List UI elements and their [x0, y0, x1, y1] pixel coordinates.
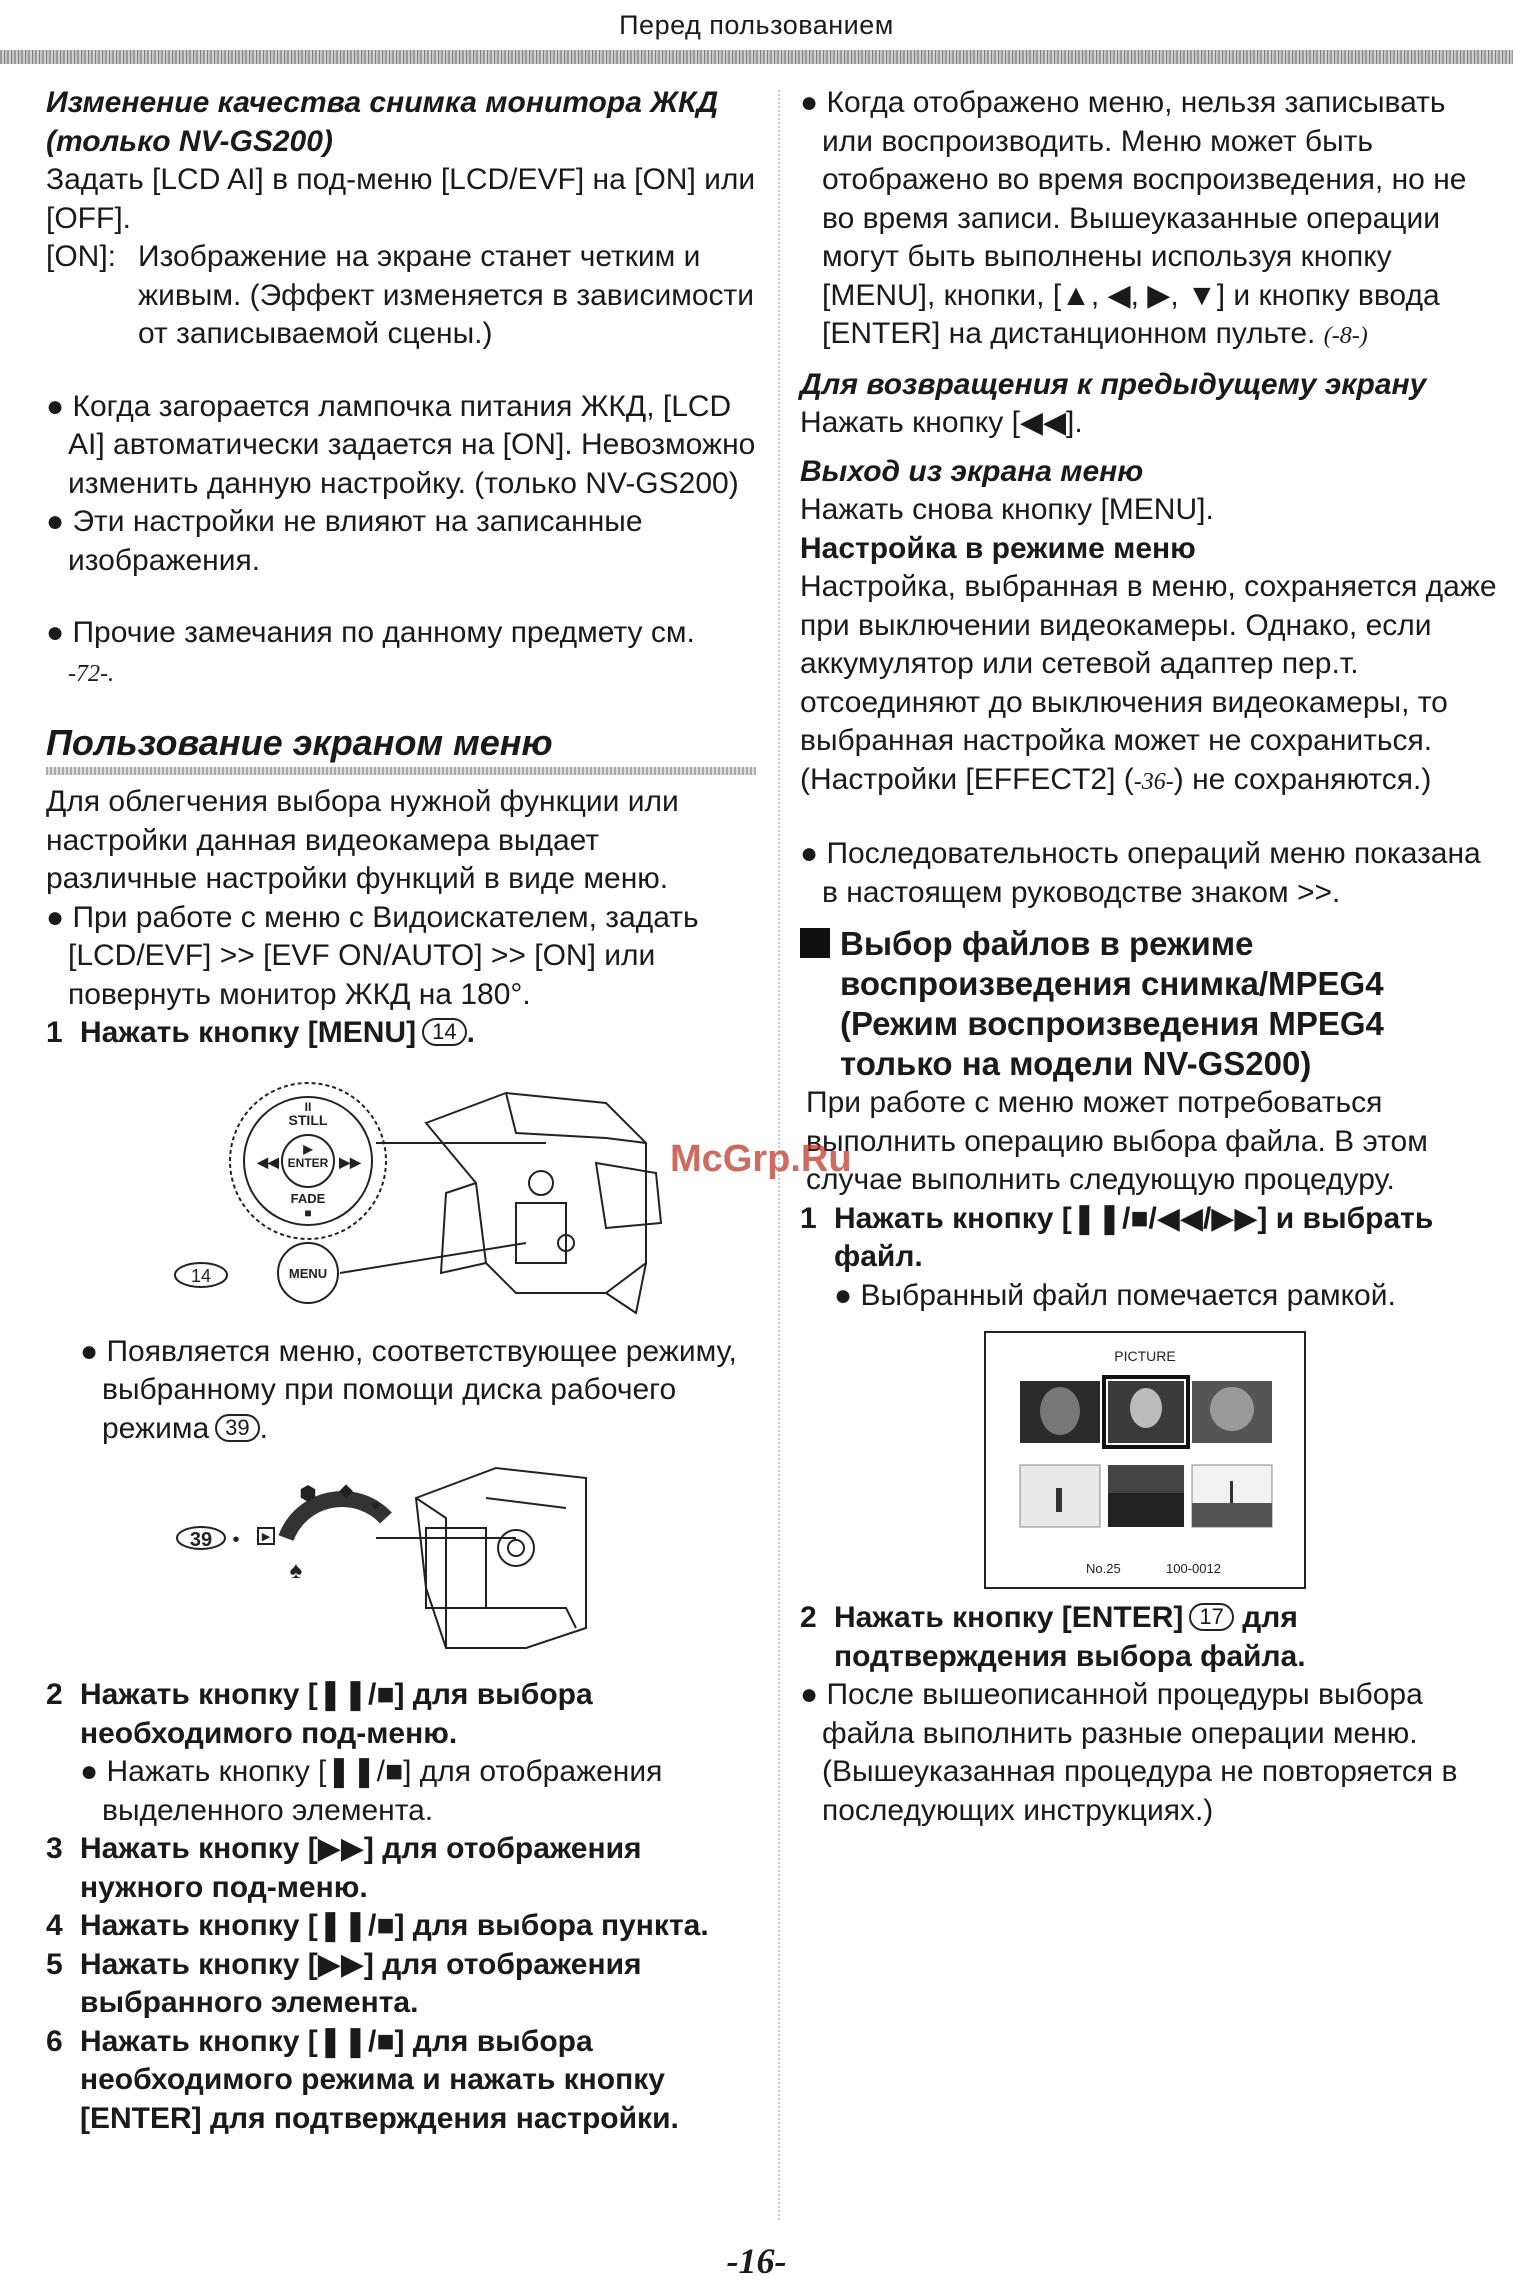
- svg-text:▶: ▶: [303, 1141, 313, 1156]
- fig1-ref: 14: [190, 1265, 212, 1286]
- final-bullet: ● После вышеописанной процедуры выбора файла выполнить разные операции меню. (Вышеуказанная процедура не повторяется в последующих инструкциях.): [800, 1678, 1458, 1827]
- step-2-number: 2: [46, 1678, 63, 1711]
- menu-restriction-bullet: ● Когда отображено меню, нельзя записывать или воспроизводить. Меню может быть отображено во время воспроизведения, но не во время записи. Вышеуказанные операции могут быть выполнены используя кнопку [MENU], кнопки, [▲, ◀, ▶, ▼] и кнопку ввода [ENTER] на дистанционном пульте. (-8-): [800, 86, 1467, 350]
- files-step-2-text: Нажать кнопку [ENTER]: [834, 1601, 1184, 1634]
- menu-button-label: MENU: [288, 1265, 328, 1281]
- lcd-bullet-1: ● Когда загорается лампочка питания ЖКД, [LCD AI] автоматически задается на [ON]. Невозможно изменить данную настройку. (только NV-GS200): [46, 389, 756, 500]
- left-column: [46, 84, 756, 2138]
- thumb-6-ground: [1192, 1503, 1272, 1527]
- step-6-number: 6: [46, 2024, 63, 2058]
- files-step-1: [800, 1200, 1500, 1277]
- step-5-text: Нажать кнопку [▶▶] для отображения выбранного элемента.: [80, 1947, 642, 2019]
- files-step-1-number: 1: [800, 1201, 817, 1235]
- right-column: [800, 84, 1500, 1830]
- steps-list: [46, 1676, 756, 2138]
- screen-file-number: No.25: [1086, 1561, 1121, 1576]
- step-4: [46, 1907, 756, 1946]
- files-step-2-ref: 17: [1189, 1603, 1233, 1631]
- files-step-1-sub-text: Выбранный файл помечается рамкой.: [860, 1278, 1396, 1312]
- step-2-text: Нажать кнопку [❚❚/■] для выбора необходимого под-меню.: [80, 1678, 593, 1750]
- setting-heading: Настройка в режиме меню: [800, 531, 1196, 565]
- page-header-title: Перед пользованием: [619, 10, 894, 40]
- thumb-2-subject: [1130, 1388, 1162, 1428]
- thumb-5-ground: [1108, 1493, 1184, 1527]
- svg-text:⬢: ⬢: [299, 1483, 317, 1505]
- setting-text-part2: ) не сохраняются.): [1173, 762, 1432, 796]
- picture-screen-thumbnails: [986, 1333, 1304, 1587]
- svg-text:◆: ◆: [339, 1480, 353, 1500]
- screen-folder-number: 100-0012: [1166, 1561, 1221, 1576]
- setting-text-ref: -36-: [1133, 768, 1174, 795]
- final-bullet-text: После вышеописанной процедуры выбора файла выполнить разные операции меню. (Вышеуказанная процедура не повторяется в последующих инструкциях.): [822, 1678, 1458, 1827]
- thumb-3-subject: [1210, 1387, 1254, 1431]
- step-2-sub-text: Нажать кнопку [❚❚/■] для отображения выделенного элемента.: [102, 1755, 663, 1827]
- enter-label: ENTER: [287, 1155, 329, 1170]
- svg-text:II: II: [304, 1099, 312, 1114]
- menu-appears-ref: 39: [215, 1414, 259, 1442]
- step-3: [46, 1830, 756, 1907]
- on-option: [46, 238, 756, 354]
- files-step-2-text-2: для подтверждения выбора файла.: [834, 1601, 1306, 1673]
- fig2-ref: 39: [189, 1529, 213, 1551]
- svg-text:•: •: [232, 1529, 240, 1551]
- camera-menu-figure: [46, 1063, 756, 1333]
- step-3-text: Нажать кнопку [▶▶] для отображения нужного под-меню.: [80, 1832, 642, 1904]
- section-marker-square: [800, 928, 830, 958]
- thumb-4-subject: [1056, 1488, 1062, 1512]
- step-4-number: 4: [46, 1909, 63, 1942]
- return-text: Нажать кнопку [◀◀].: [800, 406, 1083, 439]
- step-1-number: 1: [46, 1016, 63, 1049]
- evf-bullet: ● При работе с меню с Видоискателем, задать [LCD/EVF] >> [EVF ON/AUTO] >> [ON] или повернуть монитор ЖКД на 180°.: [46, 900, 699, 1011]
- files-intro: При работе с меню может потребоваться выполнить операцию выбора файла. В этом случае выполнить следующую процедуру.: [806, 1086, 1428, 1196]
- svg-text:▶▶: ▶▶: [339, 1153, 361, 1170]
- svg-text:♠: ♠: [289, 1557, 303, 1584]
- step-1-ref: 14: [422, 1018, 466, 1046]
- svg-text:●: ●: [371, 1497, 381, 1514]
- other-notes-ref: -72-.: [68, 660, 114, 687]
- screen-title: PICTURE: [1114, 1348, 1176, 1364]
- fade-label: FADE: [290, 1190, 326, 1206]
- thumb-1-subject: [1040, 1387, 1080, 1435]
- section-title-menu: Пользование экраном меню: [46, 721, 756, 775]
- mode-dial-illustration: [46, 1458, 756, 1668]
- svg-text:▶: ▶: [261, 1531, 271, 1543]
- lcd-quality-heading-model: (только NV-GS200): [46, 124, 333, 158]
- step-6: [46, 2023, 756, 2139]
- other-notes-bullet: ● Прочие замечания по данному предмету см. -72-.: [46, 616, 695, 687]
- step-1-menu: 1 Нажать кнопку [MENU] 14 .: [46, 1014, 756, 1053]
- step-6-text: Нажать кнопку [❚❚/■] для выбора необходимого режима и нажать кнопку [ENTER] для подтверждения настройки.: [80, 2024, 679, 2135]
- step-5: [46, 1946, 756, 2023]
- setting-text-part1: Настройка, выбранная в меню, сохраняется даже при выключении видеокамеры. Однако, если аккумулятор или сетевой адаптер пер.т. отсоединяют до выключения видеокамеры, то выбранная настройка может не сохраниться. (Настройки [EFFECT2] (: [800, 570, 1497, 796]
- menu-restriction-text: Когда отображено меню, нельзя записывать или воспроизводить. Меню может быть отображено во время воспроизведения, но не во время записи. Вышеуказанные операции могут быть выполнены используя кнопку [MENU], кнопки, [▲, ◀, ▶, ▼] и кнопку ввода [ENTER] на дистанционном пульте.: [822, 86, 1467, 350]
- page-number: -16-: [726, 2241, 787, 2281]
- return-heading: Для возвращения к предыдущему экрану: [800, 367, 1427, 401]
- step-1-text: Нажать кнопку [MENU]: [80, 1016, 417, 1049]
- files-heading: [800, 924, 1500, 1084]
- files-heading-text: Выбор файлов в режиме воспроизведения снимка/MPEG4 (Режим воспроизведения MPEG4 только на модели NV-GS200): [840, 925, 1384, 1082]
- mode-dial-figure: [46, 1458, 756, 1668]
- files-step-1-sub: ● Выбранный файл помечается рамкой.: [834, 1278, 1396, 1312]
- lcd-bullet-2-text: Эти настройки не влияют на записанные изображения.: [68, 505, 643, 577]
- setting-text: [800, 568, 1500, 801]
- evf-bullet-text: При работе с меню с Видоискателем, задать [LCD/EVF] >> [EVF ON/AUTO] >> [ON] или повернуть монитор ЖКД на 180°.: [68, 900, 699, 1011]
- still-label: STILL: [288, 1111, 328, 1128]
- svg-text:■: ■: [304, 1205, 312, 1220]
- thumb-6-subject: [1230, 1481, 1233, 1503]
- on-description: Изображение на экране станет четким и живым. (Эффект изменяется в зависимости от записываемой сцены.): [138, 240, 755, 350]
- files-step-1-text: Нажать кнопку [❚❚/■/◀◀/▶▶] и выбрать файл.: [834, 1201, 1434, 1273]
- lcd-quality-text: Задать [LCD AI] в под-меню [LCD/EVF] на [ON] или [OFF].: [46, 163, 756, 235]
- watermark: McGrp.Ru: [670, 1138, 852, 1180]
- menu-intro: Для облегчения выбора нужной функции или настройки данная видеокамера выдает различные настройки функций в виде меню.: [46, 785, 679, 895]
- step-5-number: 5: [46, 1947, 63, 1981]
- menu-appears-bullet: ● Появляется меню, соответствующее режиму, выбранному при помощи диска рабочего режима 39 .: [80, 1334, 737, 1445]
- lcd-bullet-2: ● Эти настройки не влияют на записанные изображения.: [46, 505, 643, 577]
- step-4-text: Нажать кнопку [❚❚/■] для выбора пункта.: [80, 1909, 709, 1942]
- menu-appears-text: Появляется меню, соответствующее режиму, выбранному при помощи диска рабочего режима: [102, 1334, 737, 1445]
- picture-screen: [984, 1331, 1306, 1589]
- lcd-quality-heading: Изменение качества снимка монитора ЖКД: [46, 86, 719, 119]
- step-2: [46, 1676, 756, 1753]
- exit-text: Нажать снова кнопку [MENU].: [800, 493, 1214, 526]
- step-3-number: 3: [46, 1832, 63, 1865]
- header-rule: [0, 50, 1513, 64]
- camera-menu-illustration: [46, 1063, 756, 1333]
- on-label: [ON]:: [46, 240, 117, 273]
- files-step-2: [800, 1599, 1500, 1676]
- exit-heading: Выход из экрана меню: [800, 454, 1144, 488]
- sequence-bullet: ● Последовательность операций меню показана в настоящем руководстве знаком >>.: [800, 837, 1481, 909]
- step-2-sub: ● Нажать кнопку [❚❚/■] для отображения выделенного элемента.: [80, 1755, 663, 1827]
- lcd-bullet-1-text: Когда загорается лампочка питания ЖКД, [LCD AI] автоматически задается на [ON]. Невозможно изменить данную настройку. (только NV-GS200): [68, 389, 756, 500]
- sequence-text: Последовательность операций меню показана в настоящем руководстве знаком >>.: [822, 837, 1481, 909]
- files-step-2-number: 2: [800, 1601, 817, 1634]
- svg-text:◀◀: ◀◀: [257, 1153, 279, 1170]
- other-notes-text: Прочие замечания по данному предмету см.: [72, 616, 695, 649]
- menu-restriction-ref: (-8-): [1323, 323, 1368, 349]
